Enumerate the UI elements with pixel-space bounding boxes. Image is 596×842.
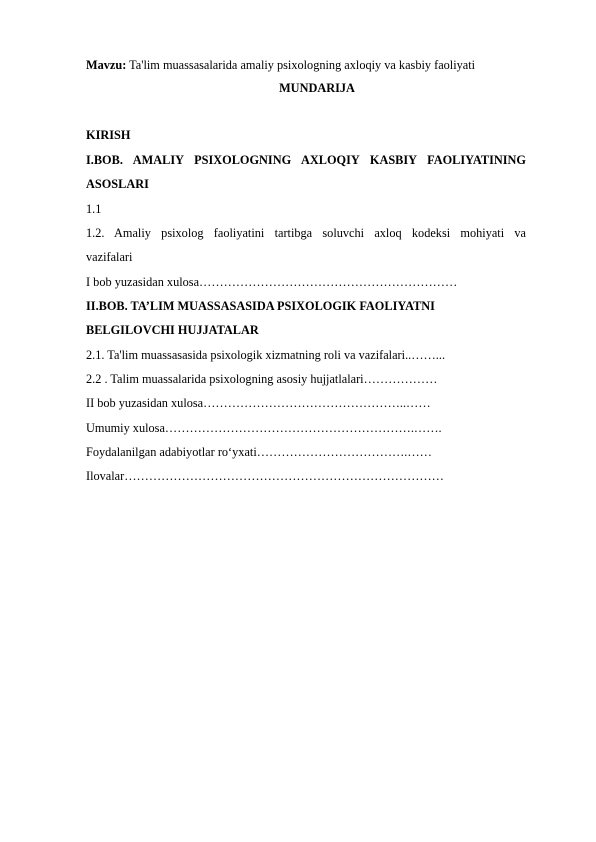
toc-item-1-1: 1.1 (86, 202, 102, 216)
toc-intro: KIRISH (86, 128, 131, 142)
toc-chapter2-title: II.BOB. TA’LIM MUASSASASIDA PSIXOLOGIK FAOLIYATNI (86, 299, 435, 313)
contents-title: MUNDARIJA (279, 81, 355, 95)
toc-chapter1-summary: I bob yuzasidan xulosa……………………………………………………… (86, 275, 458, 289)
topic-label: Mavzu: (86, 58, 127, 72)
toc-item-1-2-cont: vazifalari (86, 250, 133, 264)
toc-chapter1-title: I.BOB. AMALIY PSIXOLOGNING AXLOQIY KASBIY FAOLIYATINING (86, 153, 526, 167)
toc-item-2-2: 2.2 . Talim muassalarida psixologning asosiy hujjatlalari……………… (86, 372, 438, 386)
toc-references: Foydalanilgan adabiyotlar ro‘yxati……………………………….…… (86, 445, 432, 459)
toc-chapter2-title-cont: BELGILOVCHI HUJJATALAR (86, 323, 259, 337)
toc-appendices: Ilovalar…………………………………………………………………… (86, 469, 444, 483)
toc-conclusion: Umumiy xulosa…………………………………………………….……. (86, 421, 442, 435)
toc-item-1-2: 1.2. Amaliy psixolog faoliyatini tartibga soluvchi axloq kodeksi mohiyati va (86, 226, 526, 240)
toc-chapter1-title-cont: ASOSLARI (86, 177, 149, 191)
topic-text: Ta'lim muassasalarida amaliy psixologning axloqiy va kasbiy faoliyati (126, 58, 476, 72)
toc-item-2-1: 2.1. Ta'lim muassasasida psixologik xizmatning roli va vazifalari..……... (86, 348, 446, 362)
topic-line (86, 58, 526, 73)
toc-chapter2-summary: II bob yuzasidan xulosa…………………………………………..…… (86, 396, 431, 410)
